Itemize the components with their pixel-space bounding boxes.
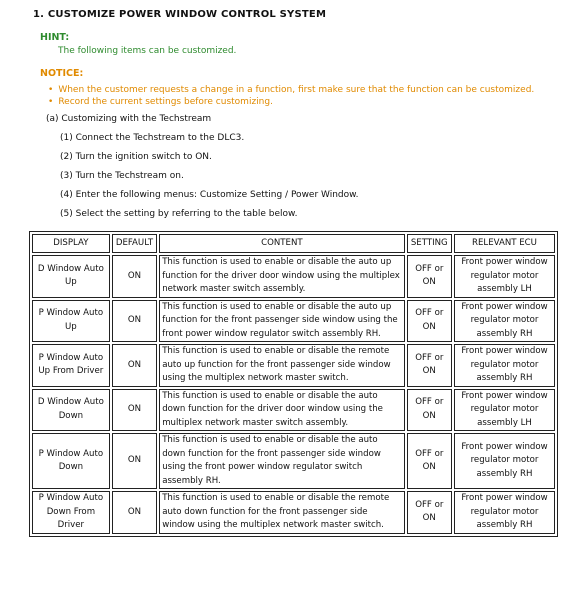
- notice-item: • Record the current settings before customizing.: [48, 96, 534, 108]
- cell-display: P Window Auto Down From Driver: [32, 491, 110, 534]
- cell-setting: OFF or ON: [407, 255, 452, 298]
- step-item: (5) Select the setting by referring to the table below.: [60, 209, 298, 219]
- page-title: 1. CUSTOMIZE POWER WINDOW CONTROL SYSTEM: [33, 9, 327, 20]
- step-item: (3) Turn the Techstream on.: [60, 171, 184, 181]
- hint-title: HINT:: [40, 32, 70, 43]
- cell-default: ON: [112, 300, 157, 343]
- header-setting: SETTING: [407, 234, 452, 253]
- cell-ecu: Front power window regulator motor assembly RH: [454, 344, 555, 387]
- cell-content: This function is used to enable or disable the auto up function for the front passenger side window using the front power window regulator switch assembly RH.: [159, 300, 404, 343]
- table-row: [32, 255, 555, 298]
- cell-display: P Window Auto Down: [32, 433, 110, 489]
- header-display: DISPLAY: [32, 234, 110, 253]
- step-item: (4) Enter the following menus: Customize Setting / Power Window.: [60, 190, 359, 200]
- cell-default: ON: [112, 433, 157, 489]
- cell-display: D Window Auto Down: [32, 389, 110, 432]
- cell-content: This function is used to enable or disable the auto down function for the driver door window using the multiplex network master switch assembly.: [159, 389, 404, 432]
- table-header-row: [32, 234, 555, 253]
- cell-display: P Window Auto Up: [32, 300, 110, 343]
- table-row: [32, 491, 555, 534]
- cell-setting: OFF or ON: [407, 389, 452, 432]
- cell-setting: OFF or ON: [407, 344, 452, 387]
- table-row: [32, 433, 555, 489]
- cell-default: ON: [112, 344, 157, 387]
- cell-content: This function is used to enable or disable the auto up function for the driver door window using the multiplex network master switch assembly.: [159, 255, 404, 298]
- notice-list: [48, 84, 534, 108]
- header-default: DEFAULT: [112, 234, 157, 253]
- notice-title: NOTICE:: [40, 68, 84, 79]
- cell-display: D Window Auto Up: [32, 255, 110, 298]
- cell-setting: OFF or ON: [407, 300, 452, 343]
- step-item: (2) Turn the ignition switch to ON.: [60, 152, 212, 162]
- cell-content: This function is used to enable or disable the remote auto down function for the front passenger side window using the multiplex network master switch.: [159, 491, 404, 534]
- cell-setting: OFF or ON: [407, 433, 452, 489]
- customize-table: [29, 231, 558, 537]
- header-content: CONTENT: [159, 234, 404, 253]
- step-item: (1) Connect the Techstream to the DLC3.: [60, 133, 245, 143]
- cell-setting: OFF or ON: [407, 491, 452, 534]
- notice-item: • When the customer requests a change in a function, first make sure that the function can be customized.: [48, 84, 534, 96]
- cell-ecu: Front power window regulator motor assembly RH: [454, 433, 555, 489]
- steps-list: [60, 132, 359, 227]
- cell-default: ON: [112, 491, 157, 534]
- subsection-title: (a) Customizing with the Techstream: [46, 114, 212, 124]
- cell-ecu: Front power window regulator motor assembly LH: [454, 389, 555, 432]
- table-row: [32, 389, 555, 432]
- cell-default: ON: [112, 389, 157, 432]
- cell-default: ON: [112, 255, 157, 298]
- cell-ecu: Front power window regulator motor assembly LH: [454, 255, 555, 298]
- cell-ecu: Front power window regulator motor assembly RH: [454, 491, 555, 534]
- cell-display: P Window Auto Up From Driver: [32, 344, 110, 387]
- hint-text: The following items can be customized.: [58, 46, 237, 56]
- header-relevant-ecu: RELEVANT ECU: [454, 234, 555, 253]
- cell-content: This function is used to enable or disable the remote auto up function for the front passenger side window using the multiplex network master switch.: [159, 344, 404, 387]
- table-row: [32, 344, 555, 387]
- cell-ecu: Front power window regulator motor assembly RH: [454, 300, 555, 343]
- cell-content: This function is used to enable or disable the auto down function for the front passenger side window using the front power window regulator switch assembly RH.: [159, 433, 404, 489]
- table-row: [32, 300, 555, 343]
